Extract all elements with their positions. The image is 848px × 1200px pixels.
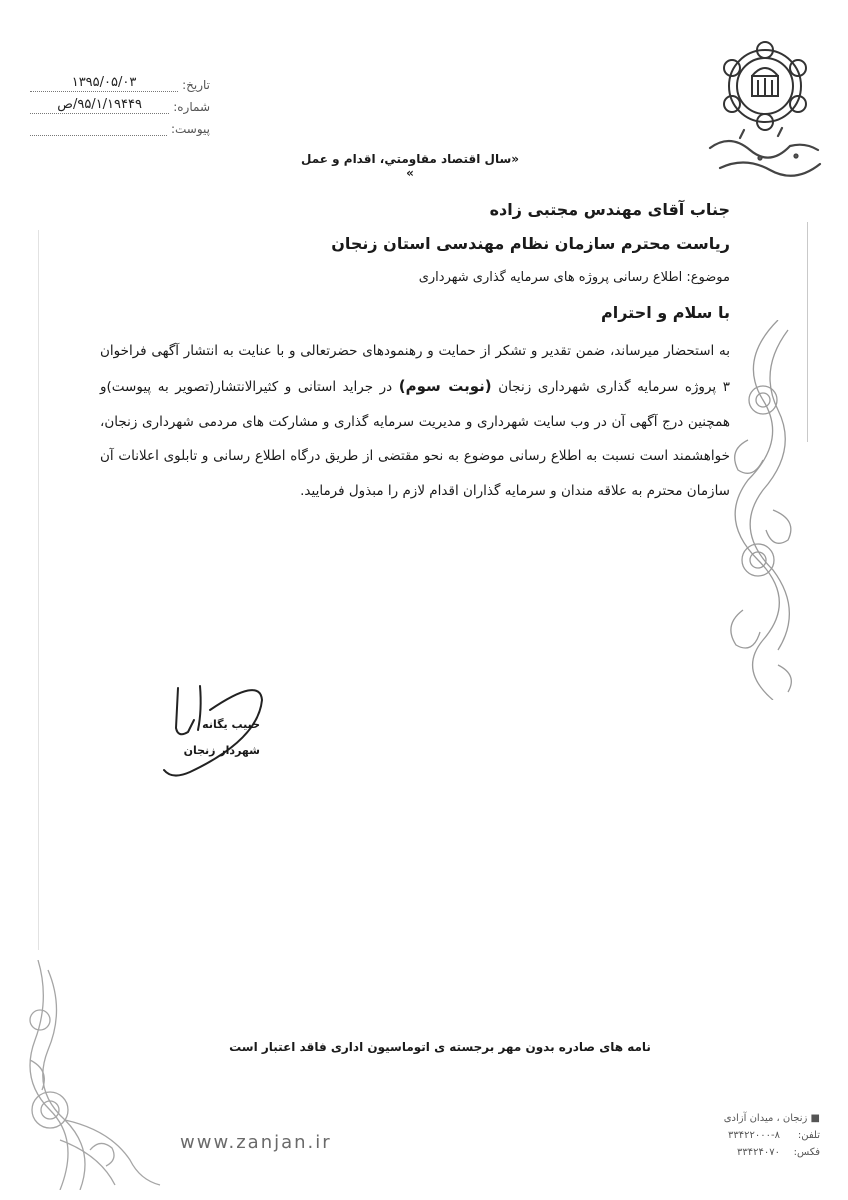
body-emphasis: (نوبت سوم): [398, 376, 492, 395]
date-value: ۱۳۹۵/۰۵/۰۳: [30, 75, 178, 92]
contact-address: ■ زنجان ، میدان آزادی: [723, 1113, 820, 1124]
contact-fax-row: [680, 1144, 820, 1161]
handwritten-signature: [150, 680, 280, 790]
number-row: [30, 92, 210, 114]
letter-meta: [30, 70, 210, 136]
recipient-name: جناب آقای مهندس مجتبی زاده: [489, 200, 730, 219]
contact-info: [680, 1110, 820, 1161]
date-label: تاریخ:: [182, 78, 210, 92]
letter-subject: موضوع: اطلاع رسانی پروژه های سرمایه گذاری شهرداری: [418, 270, 730, 285]
attachment-row: [30, 114, 210, 136]
website-link[interactable]: www.zanjan.ir: [180, 1132, 332, 1153]
date-row: [30, 70, 210, 92]
fax-label: فکس:: [793, 1147, 820, 1158]
left-ornament-icon: [20, 960, 170, 1190]
year-slogan: «سال اقتصاد مقاومتي، اقدام و عمل »: [301, 152, 519, 180]
signer-title: شهردار زنجان: [183, 744, 260, 757]
frame-line-left: [38, 230, 39, 950]
number-value: ۹۵/۱/۱۹۴۴۹/ص: [30, 97, 169, 114]
body-part-1: به استحضار میرساند، ضمن تقدیر و تشکر از حمایت و رهنمودهای حضرتعالی و با عنایت به انتشار آگهی فراخوان ۳ پروژه سرمایه گذاری شهرداری زنجان: [100, 343, 730, 395]
letter-greeting: با سلام و احترام: [601, 303, 730, 322]
phone-value: ۳۳۴۲۲۰۰۰-۸: [728, 1130, 780, 1141]
municipality-logo: [700, 38, 830, 188]
attachment-label: پیوست:: [170, 122, 210, 136]
right-ornament-icon: [718, 320, 808, 700]
contact-phone-row: [680, 1127, 820, 1144]
attachment-value: [30, 134, 167, 136]
footer-validity-note: نامه های صادره بدون مهر برجسته ی اتوماسیون اداری فاقد اعتبار است: [229, 1040, 651, 1054]
number-label: شماره:: [173, 100, 210, 114]
signer-name: حبیب یگانه: [202, 718, 260, 731]
recipient-title: ریاست محترم سازمان نظام مهندسی استان زنجان: [331, 234, 730, 253]
letter-body: [100, 334, 730, 509]
body-part-2: در جراید استانی و کثیرالانتشار(تصویر به پیوست)و همچنین درج آگهی آن در وب سایت شهرداری و مدیریت سرمایه گذاری و مشارکت های مردمی شهرداری زنجان، خواهشمند است نسبت به اطلاع رسانی موضوع به نحو مقتضی از طریق درگاه اطلاع رسانی و تابلوی اعلانات آن سازمان محترم به علاقه مندان و سرمایه گذاران اقدام لازم را مبذول فرمایید.: [100, 378, 730, 500]
fax-value: ۳۳۴۲۴۰۷۰: [737, 1147, 780, 1158]
phone-label: تلفن:: [797, 1130, 820, 1141]
